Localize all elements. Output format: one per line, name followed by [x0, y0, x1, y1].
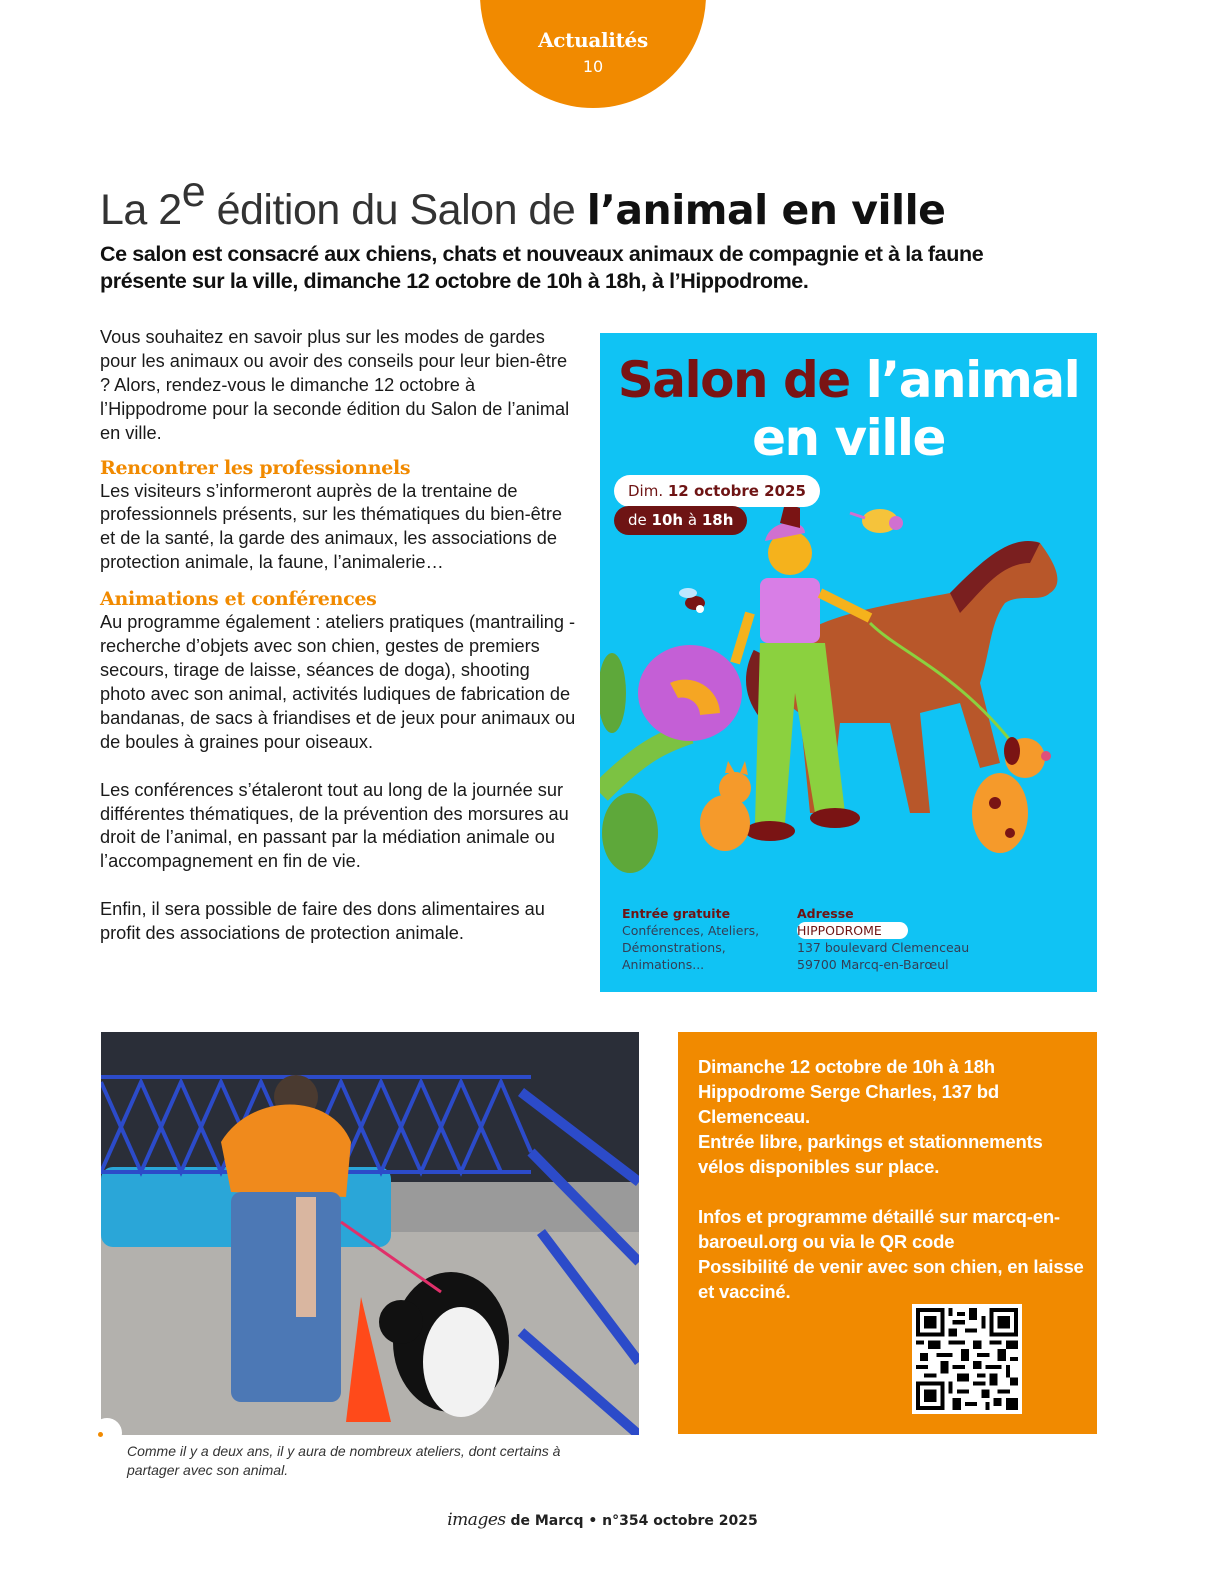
page-footer	[0, 1510, 1205, 1530]
entry-line: Démonstrations,	[622, 940, 726, 955]
photo-caption: Comme il y a deux ans, il y aura de nombreux ateliers, dont certains à partager avec son animal.	[127, 1443, 561, 1478]
flower-stem-icon	[600, 733, 690, 793]
address-line: 59700 Marcq-en-Barœul	[797, 957, 949, 972]
time-end: 18h	[701, 511, 734, 529]
poster-title-dark: Salon de	[617, 351, 866, 409]
flower-icon	[638, 645, 742, 741]
cat-icon	[700, 761, 751, 851]
date-prefix: Dim.	[628, 482, 668, 500]
poster-entry-info	[622, 905, 792, 973]
leaf-icon	[602, 793, 658, 873]
info-text	[698, 1054, 1088, 1329]
subheading-animations: Animations et conférences	[100, 588, 377, 611]
subheading-professionals: Rencontrer les professionnels	[100, 456, 411, 479]
magazine-brand: images	[447, 1510, 506, 1530]
info-paragraph-1	[698, 1054, 1088, 1179]
info-line: Possibilité de venir avec son chien, en laisse et vacciné.	[698, 1256, 1084, 1302]
time-start: 10h	[651, 511, 684, 529]
donations-paragraph: Enfin, il sera possible de faire des dons alimentaires au profit des associations de protection animale.	[100, 899, 545, 944]
section-tab-badge	[480, 0, 706, 108]
poster-title-white-2: en ville	[752, 409, 945, 467]
date-pill	[614, 475, 820, 507]
intro-paragraph: Vous souhaitez en savoir plus sur les modes de gardes pour les animaux ou avoir des conseils pour leur bien-être ? Alors, rendez-vous le dimanche 12 octobre à l’Hippodrome pour la seconde édition du Salon de l’animal en ville.	[100, 327, 570, 443]
leaf-icon	[600, 653, 626, 733]
issue-info: de Marcq • n°354 octobre 2025	[505, 1513, 758, 1529]
event-poster	[600, 333, 1097, 992]
venue-pill: HIPPODROME	[797, 922, 908, 939]
bird-icon	[850, 509, 903, 533]
poster-address-info	[797, 905, 1097, 973]
bullet-dot-icon	[98, 1432, 103, 1437]
page-number: 10	[582, 57, 604, 76]
page-title	[100, 168, 945, 235]
entry-heading: Entrée gratuite	[622, 906, 731, 921]
photo-corner	[92, 1418, 122, 1448]
professionals-paragraph: Les visiteurs s’informeront auprès de la trentaine de professionnels présents, sur les thématiques du bien-être et de la santé, la garde des animaux, les associations de protection animale, la faune, l’animalerie…	[100, 480, 563, 573]
practical-info-box	[678, 1032, 1097, 1434]
title-bold: l’animal en ville	[586, 186, 946, 234]
title-middle: édition du Salon de	[205, 186, 587, 234]
qr-code-graphic	[916, 1308, 1018, 1410]
info-paragraph-2	[698, 1204, 1088, 1304]
photo-illustration	[101, 1032, 639, 1435]
bee-icon	[679, 588, 705, 613]
info-line: Hippodrome Serge Charles, 137 bd Clemenceau.	[698, 1081, 999, 1127]
qr-code-icon[interactable]	[912, 1304, 1022, 1414]
address-heading: Adresse	[797, 906, 854, 921]
info-line: Infos et programme détaillé sur marcq-en-baroeul.org ou via le QR code	[698, 1206, 1060, 1252]
address-line: 137 boulevard Clemenceau	[797, 940, 970, 955]
title-superscript: e	[181, 168, 206, 216]
poster-illustration	[600, 493, 1097, 883]
time-prefix: de	[628, 511, 652, 529]
entry-line: Conférences, Ateliers,	[622, 923, 760, 938]
article-body	[100, 326, 580, 956]
poster-title	[600, 351, 1097, 467]
time-mid: à	[683, 511, 702, 529]
date-value: 12 octobre 2025	[667, 482, 806, 500]
title-prefix: La 2	[100, 186, 182, 234]
entry-line: Animations...	[622, 957, 705, 972]
info-line: Entrée libre, parkings et stationnements vélos disponibles sur place.	[698, 1131, 1043, 1177]
conferences-paragraph: Les conférences s’étaleront tout au long de la journée sur différentes thématiques, de la prévention des morsures au droit de l’animal, en passant par la médiation animale ou l’accompagnement en fin de vie.	[100, 779, 569, 872]
animations-paragraph: Au programme également : ateliers pratiques (mantrailing - recherche d’objets avec son chien, gestes de premiers secours, tirage de laisse, séances de doga), shooting photo avec son animal, activités ludiques de fabrication de bandanas, de sacs à friandises et de jeux pour animaux ou de boules à graines pour oiseaux.	[100, 612, 576, 752]
lead-paragraph: Ce salon est consacré aux chiens, chats et nouveaux animaux de compagnie et à la faune présente sur la ville, dimanche 12 octobre de 10h à 18h, à l’Hippodrome.	[100, 242, 984, 293]
poster-title-white-1: l’animal	[865, 351, 1080, 409]
section-label: Actualités	[538, 28, 648, 52]
event-photo	[101, 1032, 639, 1435]
person-orange-shirt-icon	[221, 1075, 351, 1402]
info-line: Dimanche 12 octobre de 10h à 18h	[698, 1056, 995, 1077]
time-pill	[614, 506, 747, 535]
